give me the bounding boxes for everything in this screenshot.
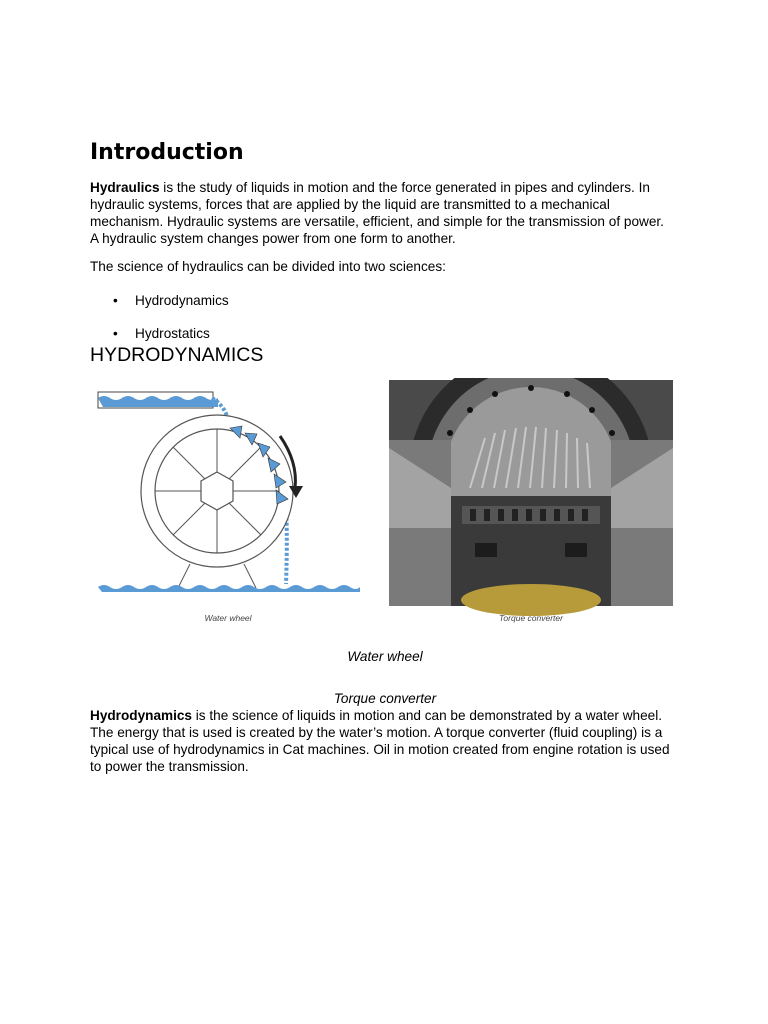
section-heading: HYDRODYNAMICS (90, 344, 264, 366)
hydrodynamics-figure (90, 378, 680, 628)
list-item-label: Hydrostatics (135, 326, 210, 341)
bullet-icon: • (113, 326, 118, 341)
figure-caption-water-wheel: Water wheel (347, 649, 423, 664)
list-item-label: Hydrodynamics (135, 293, 229, 308)
figure-caption-torque-converter: Torque converter (333, 691, 437, 706)
bullet-icon: • (113, 293, 118, 308)
list-item (90, 292, 229, 325)
water-wheel-illustration (98, 392, 360, 623)
division-paragraph: The science of hydraulics can be divided into two sciences: (90, 259, 446, 274)
intro-paragraph (90, 179, 675, 247)
intro-text: is the study of liquids in motion and the force generated in pipes and cylinders. In hydraulic systems, forces that are applied by the liquid are transmitted to a mechanical mechanism. Hydraulic systems are versatile, efficient, and simple for the transmission of power. A hydraulic system changes power from one form to another. (90, 180, 664, 246)
torque-converter-illustration (389, 378, 673, 623)
hydrodynamics-text: is the science of liquids in motion and can be demonstrated by a water wheel. The energy that is used is created by the water’s motion. A torque converter (fluid coupling) is a typical use of hydrodynamics in Cat machines. Oil in motion created from engine rotation is used to power the transmission. (90, 708, 670, 774)
torque-converter-label: Torque converter (499, 613, 563, 623)
page-title: Introduction (90, 140, 244, 165)
hydrodynamics-term: Hydrodynamics (90, 708, 192, 723)
intro-term: Hydraulics (90, 180, 160, 195)
hydrodynamics-paragraph (90, 707, 680, 775)
water-wheel-label: Water wheel (204, 613, 252, 623)
